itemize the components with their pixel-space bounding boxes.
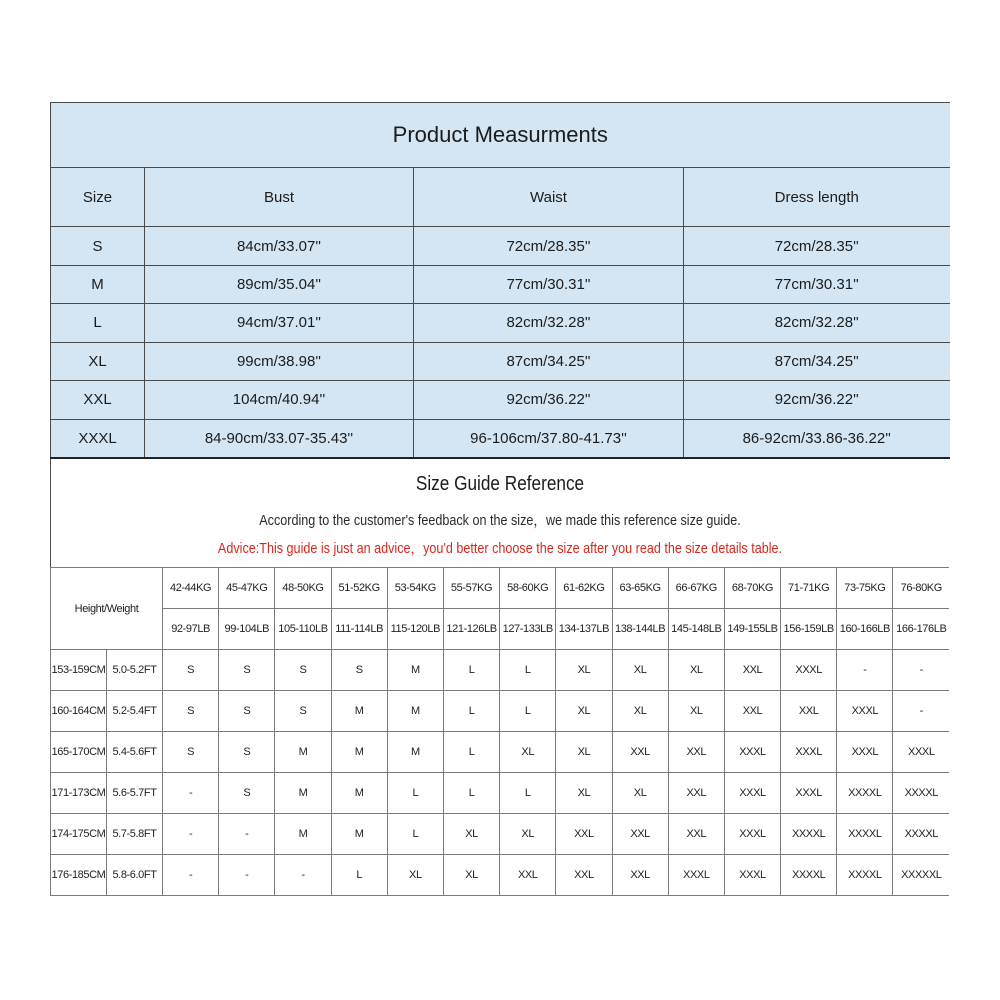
size-cell: M (331, 773, 387, 814)
size-cell: L (387, 773, 443, 814)
size-cell: XXL (612, 814, 668, 855)
size-cell: XXXL (724, 855, 780, 896)
weight-lb-header: 127-133LB (500, 609, 556, 650)
size-cell: M (387, 650, 443, 691)
size-cell: XL (500, 732, 556, 773)
size-cell: XXXXL (781, 814, 837, 855)
height-cm-cell: 176-185CM (51, 855, 107, 896)
height-weight-label: Height/Weight (51, 568, 163, 650)
size-cell: S (275, 650, 331, 691)
size-cell: - (219, 814, 275, 855)
size-cell: S (219, 732, 275, 773)
size-cell: S (275, 691, 331, 732)
weight-lb-header: 115-120LB (387, 609, 443, 650)
size-cell: XL (500, 814, 556, 855)
size-cell: XL (443, 814, 499, 855)
size-cell: L (443, 732, 499, 773)
weight-lb-header: 111-114LB (331, 609, 387, 650)
measurement-bust-cell: 84cm/33.07'' (145, 227, 414, 265)
size-cell: S (163, 650, 219, 691)
measurements-title: Product Measurments (51, 103, 950, 168)
size-cell: XXXXXL (893, 855, 949, 896)
measurement-size-cell: XXXL (51, 419, 145, 458)
size-cell: XXXL (837, 691, 893, 732)
header-dress-length: Dress length (684, 167, 950, 227)
measurement-waist-cell: 82cm/32.28'' (414, 304, 684, 342)
measurements-table (50, 102, 950, 459)
size-cell: XXXXL (837, 814, 893, 855)
weight-lb-header: 92-97LB (163, 609, 219, 650)
height-ft-cell: 5.0-5.2FT (107, 650, 163, 691)
size-cell: XXXXL (893, 773, 949, 814)
size-cell: M (387, 691, 443, 732)
size-cell: L (443, 691, 499, 732)
height-ft-cell: 5.6-5.7FT (107, 773, 163, 814)
weight-kg-header: 68-70KG (724, 568, 780, 609)
weight-kg-header: 71-71KG (781, 568, 837, 609)
header-size: Size (51, 167, 145, 227)
size-guide-subtitle: According to the customer's feedback on the size，we made this reference size guide. (259, 512, 741, 529)
weight-lb-header: 156-159LB (781, 609, 837, 650)
size-cell: S (163, 691, 219, 732)
weight-lb-header: 134-137LB (556, 609, 612, 650)
weight-kg-header: 51-52KG (331, 568, 387, 609)
measurement-waist-cell: 77cm/30.31'' (414, 265, 684, 303)
size-cell: S (331, 650, 387, 691)
size-cell: XXXL (724, 732, 780, 773)
size-cell: XXXL (781, 650, 837, 691)
size-cell: XXL (556, 814, 612, 855)
size-cell: XXXXL (837, 855, 893, 896)
size-cell: XL (443, 855, 499, 896)
size-cell: XXXL (724, 773, 780, 814)
size-cell: XXL (612, 855, 668, 896)
size-cell: L (443, 650, 499, 691)
weight-lb-header: 121-126LB (443, 609, 499, 650)
measurement-size-cell: XL (51, 342, 145, 380)
size-cell: XXL (668, 773, 724, 814)
size-cell: - (837, 650, 893, 691)
measurements-row (51, 304, 950, 342)
height-cm-cell: 153-159CM (51, 650, 107, 691)
size-cell: XL (612, 691, 668, 732)
weight-kg-header: 61-62KG (556, 568, 612, 609)
size-cell: XXL (668, 732, 724, 773)
size-cell: XL (668, 691, 724, 732)
size-cell: L (387, 814, 443, 855)
size-guide-title: Size Guide Reference (415, 473, 585, 495)
size-cell: XXXL (893, 732, 949, 773)
weight-kg-header: 48-50KG (275, 568, 331, 609)
measurements-header-row (51, 167, 950, 227)
measurement-waist-cell: 72cm/28.35'' (414, 227, 684, 265)
size-cell: XXL (781, 691, 837, 732)
size-cell: S (219, 773, 275, 814)
size-cell: - (163, 814, 219, 855)
size-cell: M (387, 732, 443, 773)
header-waist: Waist (414, 167, 684, 227)
size-cell: L (500, 691, 556, 732)
size-guide-row (51, 732, 950, 773)
weight-kg-header: 45-47KG (219, 568, 275, 609)
weight-kg-header: 73-75KG (837, 568, 893, 609)
size-cell: XXL (724, 691, 780, 732)
measurement-bust-cell: 84-90cm/33.07-35.43'' (145, 419, 414, 458)
weight-lb-header: 105-110LB (275, 609, 331, 650)
measurement-bust-cell: 99cm/38.98'' (145, 342, 414, 380)
measurement-size-cell: XXL (51, 381, 145, 419)
size-cell: XXXL (781, 732, 837, 773)
size-cell: - (163, 773, 219, 814)
height-ft-cell: 5.4-5.6FT (107, 732, 163, 773)
size-cell: S (163, 732, 219, 773)
measurements-row (51, 227, 950, 265)
measurement-waist-cell: 96-106cm/37.80-41.73'' (414, 419, 684, 458)
size-cell: M (275, 773, 331, 814)
size-cell: M (331, 814, 387, 855)
size-cell: M (331, 732, 387, 773)
size-cell: XL (556, 732, 612, 773)
height-cm-cell: 165-170CM (51, 732, 107, 773)
height-cm-cell: 160-164CM (51, 691, 107, 732)
size-guide-row (51, 691, 950, 732)
measurement-size-cell: L (51, 304, 145, 342)
size-cell: XXL (556, 855, 612, 896)
size-cell: XL (612, 773, 668, 814)
size-cell: XXXXL (781, 855, 837, 896)
measurements-row (51, 419, 950, 458)
height-cm-cell: 171-173CM (51, 773, 107, 814)
size-cell: XXXXL (837, 773, 893, 814)
weight-kg-header: 42-44KG (163, 568, 219, 609)
height-ft-cell: 5.8-6.0FT (107, 855, 163, 896)
size-guide-row (51, 855, 950, 896)
size-guide-row (51, 773, 950, 814)
size-cell: - (163, 855, 219, 896)
measurement-size-cell: M (51, 265, 145, 303)
size-cell: XXXL (724, 814, 780, 855)
measurement-dress-length-cell: 72cm/28.35'' (684, 227, 950, 265)
weight-lb-header: 160-166LB (837, 609, 893, 650)
size-cell: XXL (724, 650, 780, 691)
weight-lb-header: 138-144LB (612, 609, 668, 650)
size-cell: L (331, 855, 387, 896)
measurement-dress-length-cell: 87cm/34.25'' (684, 342, 950, 380)
measurements-row (51, 342, 950, 380)
size-cell: XL (556, 691, 612, 732)
size-cell: M (275, 732, 331, 773)
weight-kg-header: 76-80KG (893, 568, 949, 609)
weight-kg-header: 66-67KG (668, 568, 724, 609)
size-cell: M (331, 691, 387, 732)
measurements-row (51, 265, 950, 303)
measurement-dress-length-cell: 77cm/30.31'' (684, 265, 950, 303)
size-cell: XL (556, 650, 612, 691)
size-cell: XXXXL (893, 814, 949, 855)
size-cell: XL (612, 650, 668, 691)
measurement-dress-length-cell: 86-92cm/33.86-36.22'' (684, 419, 950, 458)
weight-kg-header: 58-60KG (500, 568, 556, 609)
measurement-waist-cell: 92cm/36.22'' (414, 381, 684, 419)
size-cell: XXXL (668, 855, 724, 896)
size-guide-advice: Advice:This guide is just an advice，you'd better choose the size after you read the size details table. (217, 540, 783, 557)
size-cell: XXL (500, 855, 556, 896)
size-cell: - (893, 691, 949, 732)
size-cell: S (219, 691, 275, 732)
size-cell: - (893, 650, 949, 691)
size-cell: L (500, 773, 556, 814)
size-guide-row (51, 814, 950, 855)
measurement-dress-length-cell: 82cm/32.28'' (684, 304, 950, 342)
header-bust: Bust (145, 167, 414, 227)
size-cell: XXXL (837, 732, 893, 773)
height-cm-cell: 174-175CM (51, 814, 107, 855)
size-cell: XL (387, 855, 443, 896)
weight-kg-header: 55-57KG (443, 568, 499, 609)
size-cell: XXL (612, 732, 668, 773)
size-cell: - (219, 855, 275, 896)
height-ft-cell: 5.2-5.4FT (107, 691, 163, 732)
size-cell: XL (668, 650, 724, 691)
weight-lb-header: 145-148LB (668, 609, 724, 650)
measurements-row (51, 381, 950, 419)
size-guide-row (51, 650, 950, 691)
size-cell: XXXL (781, 773, 837, 814)
height-ft-cell: 5.7-5.8FT (107, 814, 163, 855)
size-cell: XXL (668, 814, 724, 855)
size-cell: L (500, 650, 556, 691)
measurement-bust-cell: 94cm/37.01'' (145, 304, 414, 342)
weight-lb-header: 166-176LB (893, 609, 949, 650)
size-guide-header (50, 459, 949, 567)
measurement-bust-cell: 89cm/35.04'' (145, 265, 414, 303)
weight-kg-header: 63-65KG (612, 568, 668, 609)
measurement-dress-length-cell: 92cm/36.22'' (684, 381, 950, 419)
size-cell: - (275, 855, 331, 896)
weight-lb-header: 99-104LB (219, 609, 275, 650)
size-guide-table (50, 567, 949, 896)
measurement-waist-cell: 87cm/34.25'' (414, 342, 684, 380)
measurement-bust-cell: 104cm/40.94'' (145, 381, 414, 419)
size-cell: S (219, 650, 275, 691)
weight-kg-header: 53-54KG (387, 568, 443, 609)
size-cell: XL (556, 773, 612, 814)
measurement-size-cell: S (51, 227, 145, 265)
weight-lb-header: 149-155LB (724, 609, 780, 650)
size-cell: M (275, 814, 331, 855)
size-cell: L (443, 773, 499, 814)
